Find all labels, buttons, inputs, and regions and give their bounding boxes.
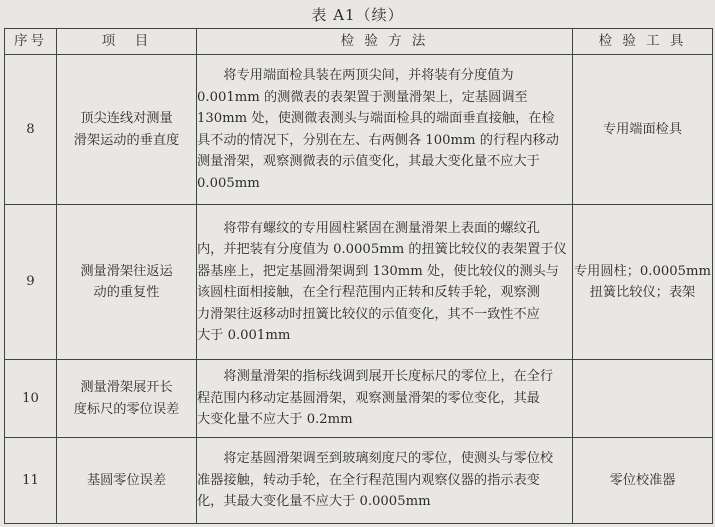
method-cell bbox=[197, 438, 573, 524]
row-number: 10 bbox=[5, 360, 57, 438]
method-cell bbox=[197, 55, 573, 205]
method-cell bbox=[197, 360, 573, 438]
tool-line: 专用圆柱；0.0005mm bbox=[573, 263, 712, 279]
header-row bbox=[5, 29, 713, 55]
item-line: 基圆零位误差 bbox=[86, 472, 167, 488]
item-line: 测量滑架展开长 bbox=[80, 380, 173, 395]
item-line: 度标尺的零位误差 bbox=[73, 401, 180, 417]
header-method: 检 验 方 法 bbox=[197, 29, 573, 55]
item-cell bbox=[57, 438, 197, 524]
tool-line: 扭簧比较仪；表架 bbox=[589, 285, 696, 300]
item-cell bbox=[57, 55, 197, 205]
method-line: 大于 0.001mm bbox=[197, 328, 291, 343]
table-row bbox=[5, 205, 713, 360]
method-line: 程范围内移动定基圆滑架，观察测量滑架的零位变化，其最 bbox=[197, 390, 540, 406]
row-number: 9 bbox=[5, 205, 57, 360]
item-line: 测量滑架往返运 bbox=[80, 263, 173, 279]
row-number: 8 bbox=[5, 55, 57, 205]
tool-cell bbox=[573, 205, 713, 360]
item-cell bbox=[57, 360, 197, 438]
tool-cell bbox=[573, 360, 713, 438]
table-row bbox=[5, 360, 713, 438]
header-no: 序号 bbox=[5, 29, 57, 55]
method-line: 大变化量不应大于 0.2mm bbox=[197, 412, 353, 428]
row-number: 11 bbox=[5, 438, 57, 524]
inspection-table bbox=[4, 28, 713, 524]
header-item: 项 目 bbox=[57, 29, 197, 55]
item-line: 滑架运动的垂直度 bbox=[73, 132, 180, 148]
header-tool: 检 验 工 具 bbox=[573, 29, 713, 55]
method-line: 具不动的情况下，分别在左、右两侧各 100mm 的行程内移动 bbox=[197, 132, 559, 148]
method-line: 化，其最大变化量不应大于 0.0005mm bbox=[197, 494, 431, 510]
method-line: 将定基圆滑架调至到玻璃刻度尺的零位，使测头与零位校 bbox=[223, 451, 554, 467]
table-row bbox=[5, 55, 713, 205]
table-row bbox=[5, 438, 713, 524]
method-line: 器基座上，把定基圆滑架调到 130mm 处，使比较仪的测头与 bbox=[197, 263, 559, 279]
method-line: 将测量滑架的指标线调到展开长度标尺的零位上，在全行 bbox=[223, 369, 554, 385]
item-line: 动的重复性 bbox=[93, 285, 160, 300]
tool-line: 专用端面检具 bbox=[602, 121, 683, 137]
method-line: 该圆柱面相接触，在全行程范围内正转和反转手轮，观察测 bbox=[197, 285, 540, 300]
tool-cell bbox=[573, 55, 713, 205]
tool-cell bbox=[573, 438, 713, 524]
method-line: 测量滑架，观察测微表的示值变化，其最大变化量不应大于 bbox=[197, 154, 540, 169]
item-cell bbox=[57, 205, 197, 360]
method-line: 0.005mm bbox=[197, 175, 260, 191]
method-line: 将专用端面检具装在两顶尖间，并将装有分度值为 bbox=[223, 68, 514, 83]
tool-line: 零位校准器 bbox=[609, 472, 676, 488]
method-line: 力滑架往返移动时扭簧比较仪的示值变化，其不一致性不应 bbox=[197, 306, 540, 322]
method-line: 将带有螺纹的专用圆柱紧固在测量滑架上表面的螺纹孔 bbox=[223, 220, 540, 236]
method-cell bbox=[197, 205, 573, 360]
method-line: 内，并把装有分度值为 0.0005mm 的扭簧比较仪的表架置于仪 bbox=[197, 242, 567, 257]
item-line: 顶尖连线对测量 bbox=[80, 111, 173, 126]
method-line: 130mm 处，使测微表测头与端面检具的端面垂直接触，在检 bbox=[197, 111, 555, 126]
table-caption: 表 A1（续） bbox=[311, 6, 404, 24]
method-line: 0.001mm 的测微表的表架置于测量滑架上，定基圆调至 bbox=[197, 89, 528, 105]
method-line: 准器接触，转动手轮，在全行程范围内观察仪器的指示表变 bbox=[197, 472, 540, 488]
